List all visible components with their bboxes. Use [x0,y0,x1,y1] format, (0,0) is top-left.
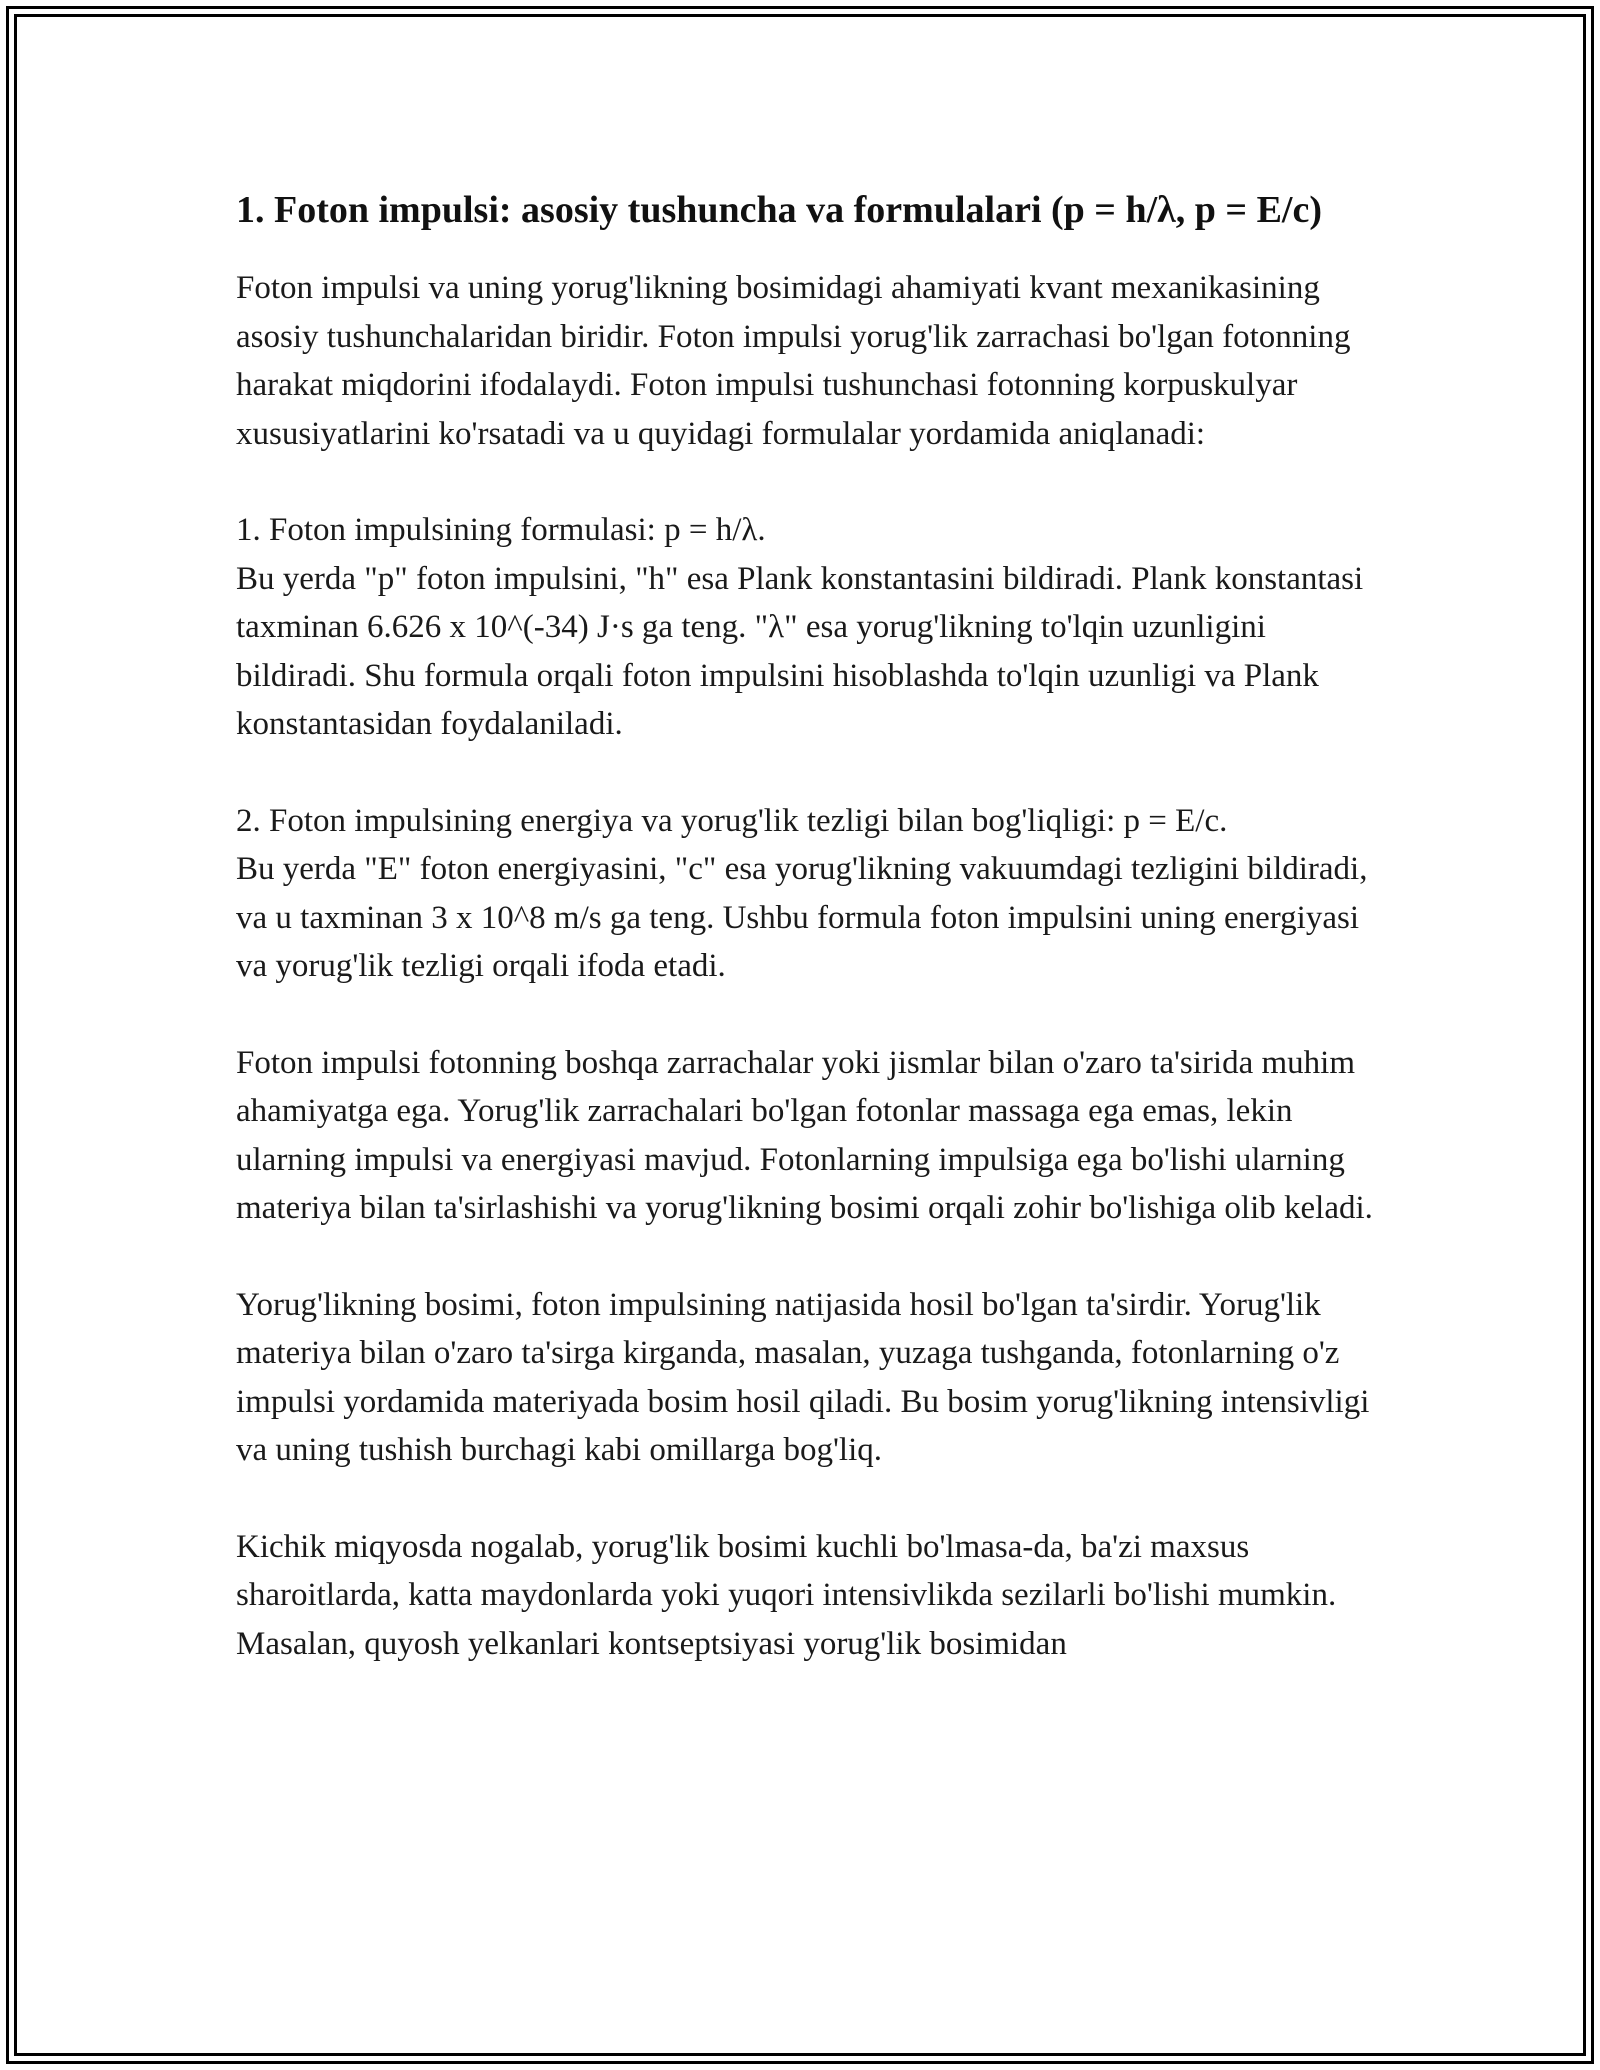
formula-2-explanation: Bu yerda "E" foton energiyasini, "c" esa yorug'likning vakuumdagi tezligini bildiradi, va u taxminan 3 x 10^8 m/s ga teng. Ushbu formula foton impulsini uning energiyasi va yorug'lik tezligi orqali ifoda etadi. [236,851,1368,984]
formula-2-line: 2. Foton impulsining energiya va yorug'lik tezligi bilan bog'liqligi: p = E/c. [236,802,1228,839]
intro-paragraph: Foton impulsi va uning yorug'likning bosimidagi ahamiyati kvant mexanikasining asosiy tushunchalaridan biridir. Foton impulsi yorug'lik zarrachasi bo'lgan fotonning harakat miqdorini ifodalaydi. Foton impulsi tushunchasi fotonning korpuskulyar xususiyatlarini ko'rsatadi va u quyidagi formulalar yordamida aniqlanadi: [236,270,1351,452]
interaction-paragraph: Foton impulsi fotonning boshqa zarrachalar yoki jismlar bilan o'zaro ta'sirida muhim ahamiyatga ega. Yorug'lik zarrachalari bo'lgan fotonlar massaga ega emas, lekin ularning impulsi va energiyasi mavjud. Fotonlarning impulsiga ega bo'lishi ularning materiya bilan ta'sirlashishi va yorug'likning bosimi orqali zohir bo'lishiga olib keladi. [236,1044,1373,1226]
formula-1-explanation: Bu yerda "p" foton impulsini, "h" esa Plank konstantasini bildiradi. Plank konstantasi taxminan 6.626 x 10^(-34) J·s ga teng. "λ" esa yorug'likning to'lqin uzunligini bildiradi. Shu formula orqali foton impulsini hisoblashda to'lqin uzunligi va Plank konstantasidan foydalaniladi. [236,560,1364,742]
section-heading: 1. Foton impulsi: asosiy tushuncha va formulalari (p = h/λ, p = E/c) [236,189,1323,231]
document-body [236,186,1376,1716]
formula-2-paragraph [236,797,1376,991]
solar-sail-paragraph: Kichik miqyosda nogalab, yorug'lik bosimi kuchli bo'lmasa-da, ba'zi maxsus sharoitlarda, katta maydonlarda yoki yuqori intensivlikda sezilarli bo'lishi mumkin. Masalan, quyosh yelkanlari kontseptsiyasi yorug'lik bosimidan [236,1528,1337,1662]
formula-1-line: 1. Foton impulsining formulasi: p = h/λ. [236,512,766,548]
formula-1-paragraph [236,506,1376,749]
light-pressure-paragraph: Yorug'likning bosimi, foton impulsining natijasida hosil bo'lgan ta'sirdir. Yorug'lik materiya bilan o'zaro ta'sirga kirganda, masalan, yuzaga tushganda, fotonlarning o'z impulsi yordamida materiyada bosim hosil qiladi. Bu bosim yorug'likning intensivligi va uning tushish burchagi kabi omillarga bog'liq. [236,1286,1370,1468]
